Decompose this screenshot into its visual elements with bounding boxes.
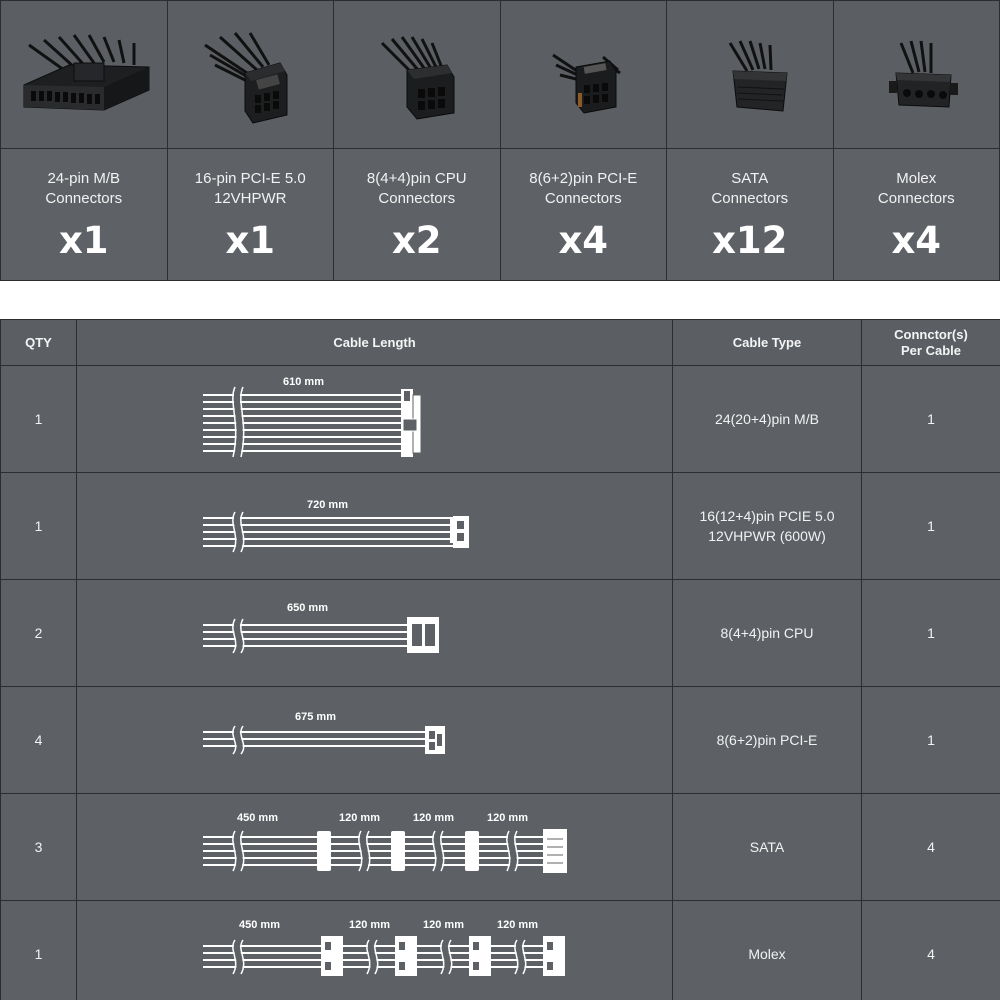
row-cable-type [673,901,862,1000]
cable-length-cell [77,473,673,580]
table-row [1,901,1000,1000]
row-cable-type [673,366,862,473]
connector-qty: x2 [391,219,442,262]
length-label: 120 mm [497,919,538,931]
cable-spec-table [0,319,1000,1000]
connector-info [1,149,167,280]
connector-summary-grid [0,0,1000,281]
cable-sata-diagram [77,795,671,899]
table-row [1,366,1000,473]
row-connectors-per-cable: 4 [862,794,1000,901]
connector-name-line2: Connectors [378,190,456,207]
cpu-8pin-connector-icon [342,15,492,135]
row-connectors-per-cable: 1 [862,366,1000,473]
header-connectors-per-cable [862,320,1000,366]
table-row [1,580,1000,687]
row-qty: 3 [1,794,77,901]
connector-info [834,149,1000,280]
length-label: 450 mm [237,812,278,824]
connector-name-line1: 8(4+4)pin CPU [366,170,467,187]
connector-photo [501,1,667,149]
row-connectors-per-cable: 1 [862,580,1000,687]
length-label: 120 mm [413,812,454,824]
header-cable-type: Cable Type [673,320,862,366]
connector-name-line2: Connectors [544,190,622,207]
cable-type-line2: 12VHPWR (600W) [708,528,826,544]
length-label: 120 mm [339,812,380,824]
connector-name-line2: Connectors [877,190,955,207]
length-label: 450 mm [239,919,280,931]
row-qty: 4 [1,687,77,794]
cable-pcie-diagram [77,688,671,792]
cable-type-line1: 24(20+4)pin M/B [715,411,819,427]
row-cable-type [673,687,862,794]
connector-card-pcie [501,1,668,281]
row-connectors-per-cable: 1 [862,473,1000,580]
connector-info [667,149,833,280]
sata-connector-icon [675,15,825,135]
cable-type-line1: Molex [748,946,786,962]
connector-photo [667,1,833,149]
connector-card-24pin [1,1,168,281]
length-label: 610 mm [283,376,324,388]
connector-photo [1,1,167,149]
connector-photo [334,1,500,149]
connector-photo [168,1,334,149]
table-row [1,473,1000,580]
cable-type-line1: 8(6+2)pin PCI-E [716,732,818,748]
cable-length-cell [77,580,673,687]
connector-name-line1: 8(6+2)pin PCI-E [529,170,638,187]
length-label: 720 mm [307,499,348,511]
row-cable-type [673,794,862,901]
row-cable-type [673,580,862,687]
cable-type-line1: 8(4+4)pin CPU [720,625,814,641]
connector-name-line2: 12VHPWR [213,190,287,207]
connector-name-line1: Molex [896,170,937,187]
cable-molex-diagram [77,902,671,1000]
cable-length-cell [77,366,673,473]
cable-24pin-diagram [77,367,671,471]
row-qty: 2 [1,580,77,687]
length-label: 675 mm [295,711,336,723]
length-label: 650 mm [287,602,328,614]
header-cable-length: Cable Length [77,320,673,366]
connector-qty: x12 [712,219,788,262]
connector-name-line1: 24-pin M/B [47,170,121,187]
row-connectors-per-cable: 1 [862,687,1000,794]
row-cable-type [673,473,862,580]
row-qty: 1 [1,473,77,580]
cable-length-cell [77,901,673,1000]
connector-name [841,169,991,209]
cable-length-cell [77,794,673,901]
connector-name-line1: SATA [731,170,769,187]
connector-qty: x4 [558,219,609,262]
molex-connector-icon [841,15,991,135]
connector-card-cpu [334,1,501,281]
cable-length-cell [77,687,673,794]
connector-name-line2: Connectors [45,190,123,207]
connector-card-12vhpwr [168,1,335,281]
row-qty: 1 [1,366,77,473]
connector-info [168,149,334,280]
table-row [1,687,1000,794]
connector-info [334,149,500,280]
connector-name-line2: Connectors [711,190,789,207]
row-qty: 1 [1,901,77,1000]
connector-info [501,149,667,280]
connector-photo [834,1,1000,149]
connector-card-sata [667,1,834,281]
connector-name [175,169,325,209]
12vhpwr-connector-icon [175,15,325,135]
pcie-8pin-connector-icon [508,15,658,135]
length-label: 120 mm [423,919,464,931]
connector-qty: x4 [891,219,942,262]
length-label: 120 mm [487,812,528,824]
atx-24pin-connector-icon [9,15,159,135]
table-row [1,794,1000,901]
connector-name [508,169,658,209]
connector-name [9,169,159,209]
connector-qty: x1 [225,219,276,262]
table-header-row [1,320,1000,366]
connector-name [675,169,825,209]
cable-cpu-diagram [77,581,671,685]
connector-name [342,169,492,209]
length-label: 120 mm [349,919,390,931]
header-connectors-line1: Connctor(s) [894,326,968,342]
row-connectors-per-cable: 4 [862,901,1000,1000]
connector-qty: x1 [58,219,109,262]
cable-12vhpwr-diagram [77,474,671,578]
cable-type-line1: 16(12+4)pin PCIE 5.0 [699,508,835,524]
connector-name-line1: 16-pin PCI-E 5.0 [194,170,306,187]
header-qty: QTY [1,320,77,366]
cable-type-line1: SATA [749,839,785,855]
connector-card-molex [834,1,1000,281]
header-connectors-line2: Per Cable [901,342,961,358]
